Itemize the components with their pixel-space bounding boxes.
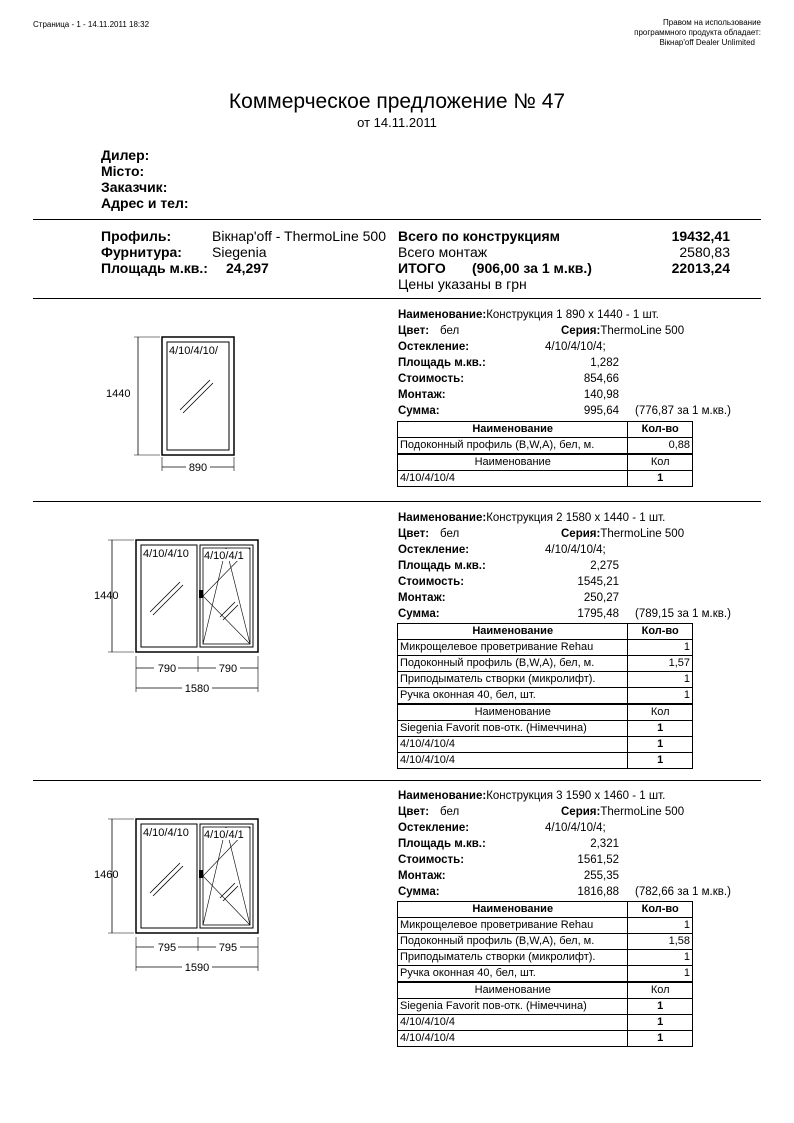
width-dimension: 790 (157, 663, 177, 675)
install-total-label: Всего монтаж (398, 244, 488, 260)
width-dimension: 795 (218, 942, 238, 954)
table-cell-qty: 1 (628, 640, 693, 656)
rights-note (634, 18, 761, 48)
width-dimension: 790 (218, 663, 238, 675)
glass-label: 4/10/4/1 (204, 829, 244, 841)
profile-label: Профиль: (101, 228, 172, 244)
cost-value: 1545,21 (577, 576, 619, 588)
table-cell-qty: Кол (628, 704, 693, 721)
itogo-per-m2: (906,00 за 1 м.кв.) (472, 260, 592, 276)
install-value: 140,98 (583, 389, 619, 401)
table-cell-qty: Кол-во (628, 624, 693, 640)
table-cell-qty: 1 (628, 471, 693, 487)
table-cell-name: Наименование (398, 624, 628, 640)
per-m2: (782,66 за 1 м.кв.) (635, 886, 731, 898)
cost-label: Стоимость: (398, 373, 465, 385)
color-label: Цвет: (398, 528, 430, 540)
table-row (398, 672, 693, 688)
address-label: Адрес и тел: (101, 195, 189, 211)
table-cell-qty: Кол-во (628, 902, 693, 918)
sum-label: Сумма: (398, 608, 440, 620)
per-m2: (776,87 за 1 м.кв.) (635, 405, 731, 417)
divider (33, 501, 761, 502)
cost-label: Стоимость: (398, 854, 465, 866)
construction-1-items-table (397, 421, 693, 487)
profile-value: Вікнар'off - ThermoLine 500 (212, 228, 387, 244)
table-row (398, 753, 693, 769)
glass-label: 4/10/4/10/ (169, 345, 218, 357)
install-value: 250,27 (583, 592, 619, 604)
itogo-value: 22013,24 (671, 260, 730, 276)
glass-label: 4/10/4/10 (143, 827, 189, 839)
glass-label: 4/10/4/1 (204, 550, 244, 562)
table-cell-qty: Кол-во (628, 422, 693, 438)
sum-label: Сумма: (398, 405, 440, 417)
glass-hatch (183, 383, 213, 413)
opening-tilt-lines (203, 827, 250, 925)
table-row (398, 688, 693, 705)
table-cell-name: Наименование (398, 454, 628, 471)
table-cell-name: 4/10/4/10/4 (398, 1031, 628, 1047)
divider (33, 219, 761, 220)
table-cell-qty: 1,58 (628, 934, 693, 950)
dealer-label: Дилер: (101, 147, 150, 163)
install-label: Монтаж: (398, 389, 446, 401)
color-value: бел (440, 325, 460, 337)
construction-3-items-table (397, 901, 693, 1047)
table-cell-qty: 1,57 (628, 656, 693, 672)
cost-label: Стоимость: (398, 576, 465, 588)
glazing-value: 4/10/4/10/4; (545, 822, 606, 834)
table-cell-name: Наименование (398, 422, 628, 438)
color-label: Цвет: (398, 806, 430, 818)
page-label: Страница - 1 - 14.11.2011 18:32 (33, 20, 150, 29)
sum-value: 1816,88 (577, 886, 619, 898)
table-cell-name: Подоконный профиль (B,W,A), бел, м. (398, 934, 628, 950)
rights-line-1: Правом на использование (663, 18, 761, 27)
per-m2: (789,15 за 1 м.кв.) (635, 608, 731, 620)
table-cell-name: Микрощелевое проветривание Rehau (398, 640, 628, 656)
itogo-label: ИТОГО (398, 260, 446, 276)
construction-2-drawing (90, 532, 270, 702)
total-width-dimension: 1580 (184, 683, 210, 695)
table-cell-qty: 1 (628, 950, 693, 966)
glass-label: 4/10/4/10 (143, 548, 189, 560)
total-constructions-label: Всего по конструкциям (398, 228, 561, 244)
table-cell-name: 4/10/4/10/4 (398, 737, 628, 753)
table-cell-qty: 1 (628, 918, 693, 934)
table-cell-qty: 1 (628, 1015, 693, 1031)
table-cell-name: 4/10/4/10/4 (398, 753, 628, 769)
width-dimension: 890 (188, 462, 208, 474)
divider (33, 780, 761, 781)
table-row (398, 656, 693, 672)
table-cell-qty: Кол (628, 982, 693, 999)
table-row (398, 966, 693, 983)
area-label: Площадь м.кв.: (398, 357, 486, 369)
opening-tilt-lines (203, 548, 250, 644)
table-cell-name: Siegenia Favorit пов-отк. (Німеччина) (398, 999, 628, 1015)
table-row (398, 950, 693, 966)
table-cell-qty: 1 (628, 966, 693, 983)
table-cell-qty: 1 (628, 672, 693, 688)
series: Серия:ThermoLine 500 (561, 325, 685, 337)
area-value: 2,275 (590, 560, 619, 572)
table-row (398, 1031, 693, 1047)
area-label: Площадь м.кв.: (398, 838, 486, 850)
install-label: Монтаж: (398, 592, 446, 604)
glass-hatch (180, 380, 210, 410)
table-cell-name: Подоконный профиль (B,W,A), бел, м. (398, 656, 628, 672)
hardware-label: Фурнитура: (101, 244, 182, 260)
table-cell-name: Ручка оконная 40, бел, шт. (398, 688, 628, 705)
cost-value: 854,66 (583, 373, 619, 385)
rights-line-2: программного продукта обладает: (634, 28, 761, 37)
rights-line-3: Вікнар'off Dealer Unlimited (659, 38, 755, 47)
table-cell-name: Наименование (398, 982, 628, 999)
install-value: 255,35 (583, 870, 619, 882)
construction-1-name: Наименование:Конструкция 1 890 x 1440 - 1 шт. (398, 309, 659, 321)
area-value: 24,297 (226, 260, 269, 276)
install-total-value: 2580,83 (679, 244, 730, 260)
city-label: Місто: (101, 163, 145, 179)
table-row (398, 640, 693, 656)
table-cell-name: 4/10/4/10/4 (398, 471, 628, 487)
area-value: 1,282 (590, 357, 619, 369)
glazing-label: Остекление: (398, 822, 470, 834)
construction-3-name: Наименование:Конструкция 3 1590 x 1460 - 1 шт. (398, 790, 666, 802)
table-row (398, 1015, 693, 1031)
color-value: бел (440, 806, 460, 818)
currency-note: Цены указаны в грн (398, 276, 527, 292)
glazing-label: Остекление: (398, 544, 470, 556)
glazing-value: 4/10/4/10/4; (545, 544, 606, 556)
table-cell-name: Приподыматель створки (микролифт). (398, 672, 628, 688)
color-label: Цвет: (398, 325, 430, 337)
table-cell-qty: 1 (628, 721, 693, 737)
table-cell-qty: 1 (628, 999, 693, 1015)
height-dimension: 1440 (106, 388, 131, 400)
sum-label: Сумма: (398, 886, 440, 898)
cost-value: 1561,52 (577, 854, 619, 866)
table-cell-name: Наименование (398, 704, 628, 721)
table-cell-qty: 1 (628, 688, 693, 705)
width-dimension: 795 (157, 942, 177, 954)
customer-label: Заказчик: (101, 179, 168, 195)
color-value: бел (440, 528, 460, 540)
table-cell-name: Подоконный профиль (B,W,A), бел, м. (398, 438, 628, 455)
hardware-value: Siegenia (212, 244, 267, 260)
construction-2-items-table (397, 623, 693, 769)
table-cell-qty: 1 (628, 753, 693, 769)
area-label: Площадь м.кв.: (398, 560, 486, 572)
area-value: 2,321 (590, 838, 619, 850)
table-row (398, 721, 693, 737)
table-cell-qty: Кол (628, 454, 693, 471)
table-row (398, 438, 693, 455)
table-cell-name: 4/10/4/10/4 (398, 1015, 628, 1031)
page-subtitle: от 14.11.2011 (357, 115, 437, 130)
table-row (398, 999, 693, 1015)
area-label: Площадь м.кв.: (101, 260, 208, 276)
install-label: Монтаж: (398, 870, 446, 882)
glazing-value: 4/10/4/10/4; (545, 341, 606, 353)
construction-3-drawing (90, 811, 270, 981)
table-row (398, 471, 693, 487)
table-cell-name: Siegenia Favorit пов-отк. (Німеччина) (398, 721, 628, 737)
series: Серия:ThermoLine 500 (561, 806, 685, 818)
handle-icon (199, 590, 203, 598)
table-cell-qty: 1 (628, 737, 693, 753)
page-title: Коммерческое предложение № 47 (228, 90, 566, 113)
sum-value: 1795,48 (577, 608, 619, 620)
handle-icon (199, 870, 203, 878)
table-cell-qty: 0,88 (628, 438, 693, 455)
sum-value: 995,64 (583, 405, 619, 417)
divider (33, 298, 761, 299)
table-row (398, 737, 693, 753)
table-cell-qty: 1 (628, 1031, 693, 1047)
construction-1-drawing (100, 325, 260, 485)
glazing-label: Остекление: (398, 341, 470, 353)
table-cell-name: Микрощелевое проветривание Rehau (398, 918, 628, 934)
table-row (398, 918, 693, 934)
frame-inner (167, 342, 229, 450)
construction-2-name: Наименование:Конструкция 2 1580 x 1440 - 1 шт. (398, 512, 666, 524)
height-dimension: 1460 (94, 869, 119, 881)
table-row (398, 934, 693, 950)
total-width-dimension: 1590 (184, 962, 210, 974)
total-constructions-value: 19432,41 (671, 228, 730, 244)
table-cell-name: Ручка оконная 40, бел, шт. (398, 966, 628, 983)
table-cell-name: Приподыматель створки (микролифт). (398, 950, 628, 966)
series: Серия:ThermoLine 500 (561, 528, 685, 540)
table-cell-name: Наименование (398, 902, 628, 918)
height-dimension: 1440 (94, 590, 119, 602)
